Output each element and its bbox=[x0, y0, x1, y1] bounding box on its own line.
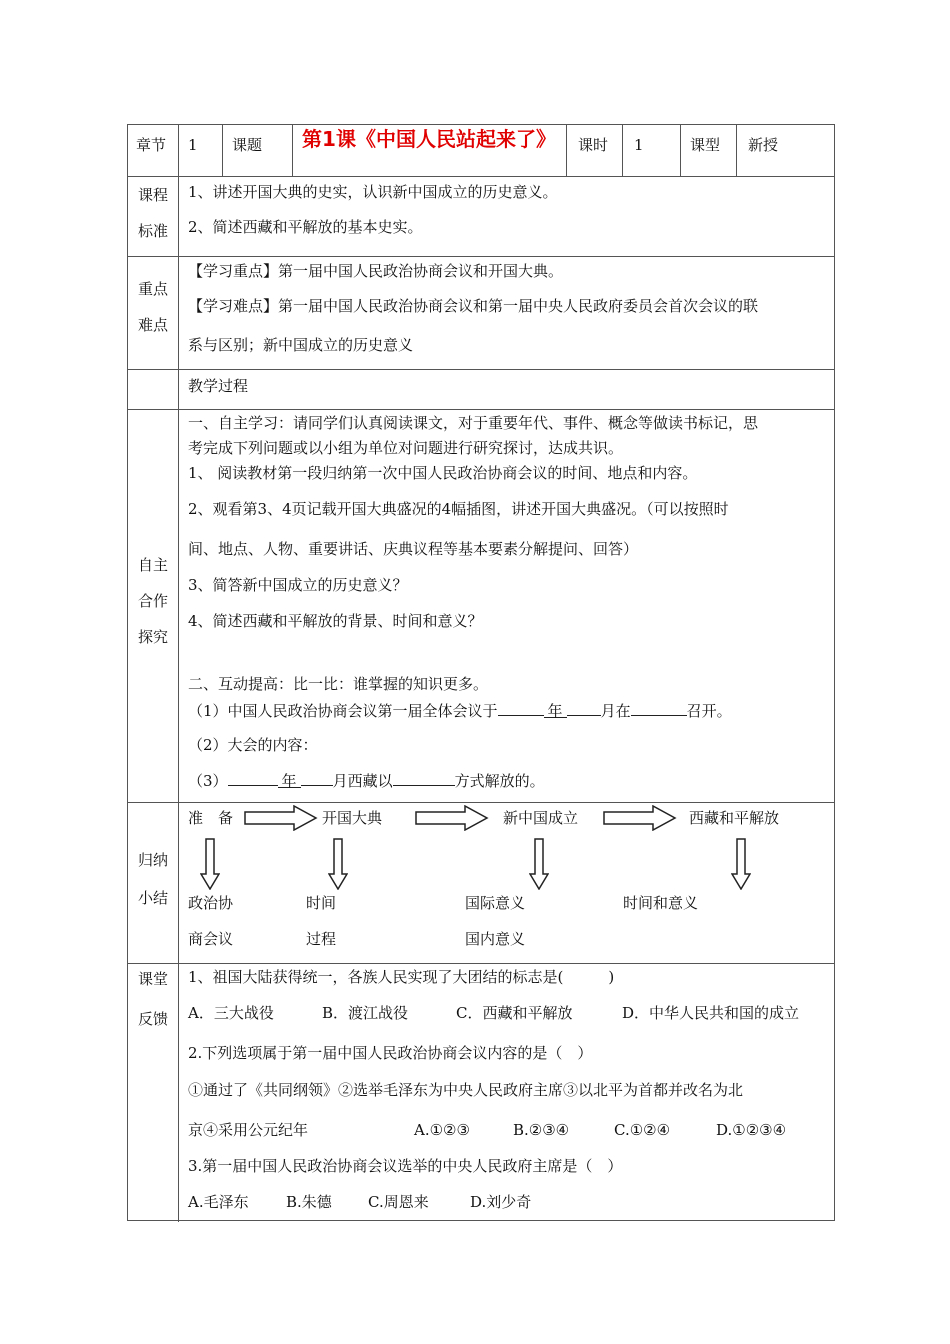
label-column-divider bbox=[178, 125, 179, 1222]
row-divider bbox=[128, 802, 834, 803]
fill-text: 方式解放的。 bbox=[454, 772, 545, 790]
summary-item: 时间 bbox=[306, 894, 337, 912]
summary-item: 国内意义 bbox=[465, 930, 526, 948]
topic-label: 课题 bbox=[232, 136, 263, 154]
quiz-option: A.毛泽东 bbox=[188, 1193, 249, 1211]
flow-step: 西藏和平解放 bbox=[689, 809, 780, 827]
right-arrow-icon bbox=[603, 805, 677, 831]
fill-text: （3） bbox=[188, 772, 228, 790]
quiz-option: B.②③④ bbox=[513, 1121, 570, 1139]
lesson-title: 第1课《中国人民站起来了》 bbox=[302, 127, 556, 151]
explore-label: 合作 bbox=[137, 592, 168, 610]
down-arrow-icon bbox=[328, 838, 348, 890]
quiz-question: 3.第一届中国人民政治协商会议选举的中央人民政府主席是（ ） bbox=[188, 1157, 623, 1175]
quiz-option: D.刘少奇 bbox=[470, 1193, 532, 1211]
lesson-plan-table bbox=[127, 124, 835, 1221]
summary-item: 政治协 bbox=[188, 894, 234, 912]
chapter-value: 1 bbox=[188, 136, 198, 154]
type-value: 新授 bbox=[748, 136, 779, 154]
quiz-option: A．三大战役 bbox=[188, 1004, 274, 1022]
quiz-option: A.①②③ bbox=[414, 1121, 470, 1139]
fill-text: 年 bbox=[278, 771, 301, 788]
row-divider bbox=[128, 409, 834, 410]
difficulty: 【学习难点】第一届中国人民政治协商会议和第一届中央人民政府委员会首次会议的联 bbox=[188, 297, 759, 315]
header-divider bbox=[680, 125, 681, 176]
header-divider bbox=[566, 125, 567, 176]
flow-step: 准 备 bbox=[188, 809, 234, 827]
quiz-option: C.周恩来 bbox=[368, 1193, 429, 1211]
standard-item: 2、简述西藏和平解放的基本史实。 bbox=[188, 218, 423, 236]
explore-intro: 考完成下列问题或以小组为单位对问题进行研究探讨，达成共识。 bbox=[188, 439, 624, 457]
standard-item: 1、讲述开国大典的史实，认识新中国成立的历史意义。 bbox=[188, 183, 558, 201]
summary-item: 商会议 bbox=[188, 930, 234, 948]
fill-text: 年 bbox=[544, 701, 567, 718]
focus-label: 难点 bbox=[137, 316, 168, 334]
quiz-question: ①通过了《共同纲领》②选举毛泽东为中央人民政府主席③以北平为首都并改名为北 bbox=[188, 1081, 744, 1099]
header-divider bbox=[222, 125, 223, 176]
standard-label: 标准 bbox=[137, 222, 168, 240]
header-divider bbox=[622, 125, 623, 176]
feedback-label: 课堂 bbox=[137, 970, 168, 988]
row-divider bbox=[128, 963, 834, 964]
quiz-option: B.朱德 bbox=[286, 1193, 332, 1211]
key-point: 【学习重点】第一届中国人民政治协商会议和开国大典。 bbox=[188, 262, 564, 280]
right-arrow-icon bbox=[415, 805, 489, 831]
explore-label: 自主 bbox=[137, 556, 168, 574]
summary-item: 时间和意义 bbox=[623, 894, 699, 912]
explore-question: 间、地点、人物、重要讲话、庆典议程等基本要素分解提问、回答） bbox=[188, 540, 639, 558]
explore-question: 4、简述西藏和平解放的背景、时间和意义？ bbox=[188, 612, 483, 630]
part-two-heading: 二、互动提高：比一比：谁掌握的知识更多。 bbox=[188, 675, 489, 693]
hours-label: 课时 bbox=[578, 136, 609, 154]
row-divider bbox=[128, 369, 834, 370]
feedback-label: 反馈 bbox=[137, 1010, 168, 1028]
answer-blank[interactable] bbox=[498, 699, 544, 716]
answer-blank[interactable] bbox=[228, 769, 278, 786]
down-arrow-icon bbox=[200, 838, 220, 890]
quiz-option: D．中华人民共和国的成立 bbox=[622, 1004, 800, 1022]
header-divider bbox=[736, 125, 737, 176]
row-divider bbox=[128, 256, 834, 257]
flow-step: 开国大典 bbox=[322, 809, 383, 827]
answer-blank[interactable] bbox=[393, 769, 455, 786]
right-arrow-icon bbox=[244, 805, 318, 831]
summary-item: 国际意义 bbox=[465, 894, 526, 912]
process-heading: 教学过程 bbox=[188, 377, 249, 395]
explore-intro: 一、自主学习：请同学们认真阅读课文，对于重要年代、事件、概念等做读书标记，思 bbox=[188, 414, 759, 432]
answer-blank[interactable] bbox=[631, 699, 687, 716]
difficulty: 系与区别；新中国成立的历史意义 bbox=[188, 336, 414, 354]
summary-label: 归纳 bbox=[137, 851, 168, 869]
hours-value: 1 bbox=[634, 136, 644, 154]
fill-text: 月西藏以 bbox=[332, 772, 393, 790]
quiz-question: 京④采用公元纪年 bbox=[188, 1121, 309, 1139]
summary-label: 小结 bbox=[137, 889, 168, 907]
chapter-label: 章节 bbox=[136, 136, 167, 154]
fill-blank-2: （2）大会的内容： bbox=[188, 736, 318, 754]
quiz-option: B．渡江战役 bbox=[322, 1004, 409, 1022]
type-label: 课型 bbox=[690, 136, 721, 154]
summary-item: 过程 bbox=[306, 930, 337, 948]
quiz-option: D.①②③④ bbox=[716, 1121, 787, 1139]
fill-text: 召开。 bbox=[686, 702, 732, 720]
fill-text: （1）中国人民政治协商会议第一届全体会议于 bbox=[188, 702, 498, 720]
down-arrow-icon bbox=[529, 838, 549, 890]
focus-label: 重点 bbox=[137, 280, 168, 298]
standard-label: 课程 bbox=[137, 186, 168, 204]
answer-blank[interactable] bbox=[567, 699, 601, 716]
explore-question: 1、 阅读教材第一段归纳第一次中国人民政治协商会议的时间、地点和内容。 bbox=[188, 464, 698, 482]
explore-question: 2、观看第3、4页记载开国大典盛况的4幅插图，讲述开国大典盛况。（可以按照时 bbox=[188, 500, 729, 518]
quiz-option: C．西藏和平解放 bbox=[456, 1004, 573, 1022]
explore-label: 探究 bbox=[137, 628, 168, 646]
explore-question: 3、简答新中国成立的历史意义？ bbox=[188, 576, 408, 594]
flow-step: 新中国成立 bbox=[503, 809, 579, 827]
quiz-question: 2.下列选项属于第一届中国人民政治协商会议内容的是（ ） bbox=[188, 1044, 593, 1062]
fill-text: 月在 bbox=[600, 702, 631, 720]
quiz-option: C.①②④ bbox=[614, 1121, 671, 1139]
fill-blank-1 bbox=[188, 699, 732, 721]
row-divider bbox=[128, 176, 834, 177]
down-arrow-icon bbox=[731, 838, 751, 890]
fill-blank-3 bbox=[188, 769, 545, 791]
quiz-question: 1、祖国大陆获得统一，各族人民实现了大团结的标志是( ) bbox=[188, 968, 615, 986]
answer-blank[interactable] bbox=[301, 769, 333, 786]
